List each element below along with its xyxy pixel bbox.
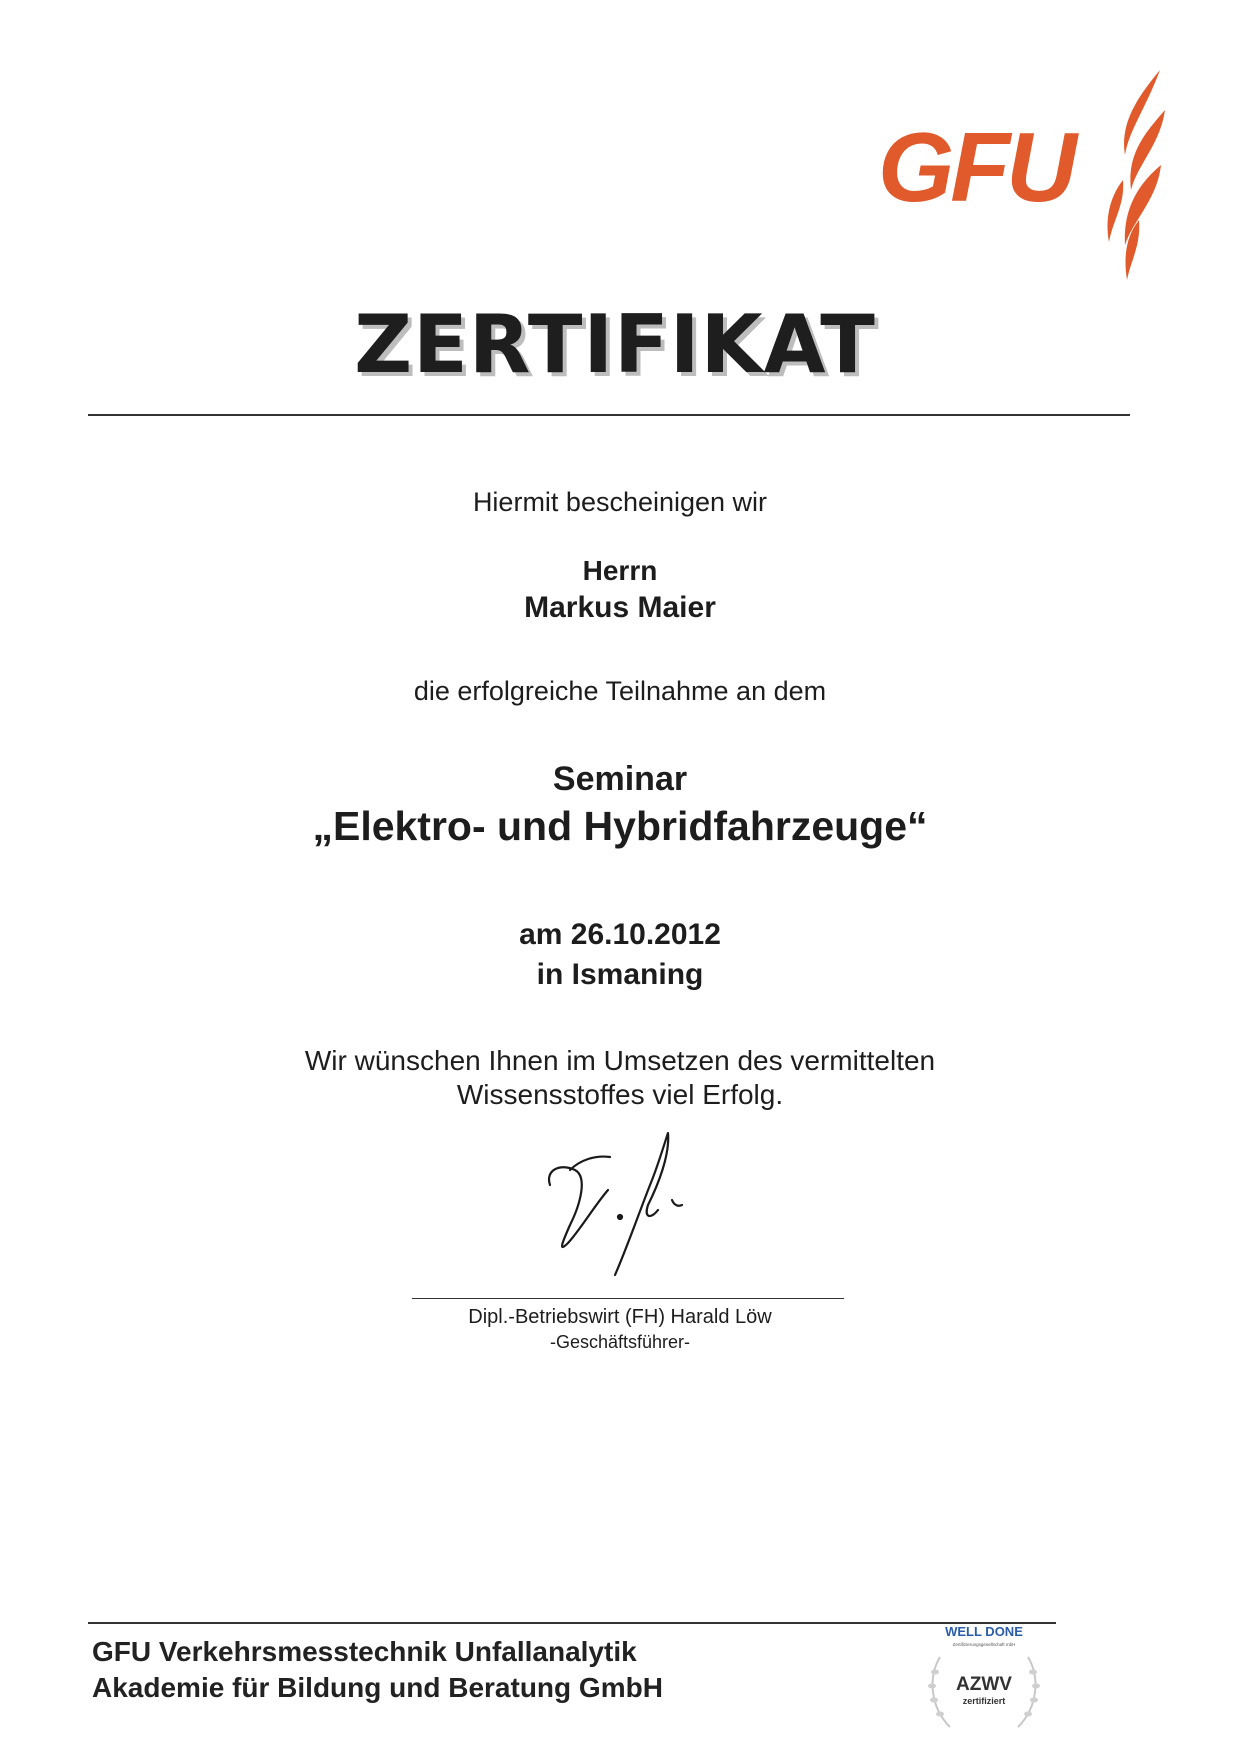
signatory-role: -Geschäftsführer- bbox=[549, 1332, 691, 1352]
seminar-title: „Elektro- und Hybridfahrzeuge“ bbox=[312, 803, 928, 849]
seal-top-text: WELL DONE bbox=[945, 1624, 1023, 1639]
seminar-place: in Ismaning bbox=[536, 958, 704, 991]
wish-line-1: Wir wünschen Ihnen im Umsetzen des vermittelten bbox=[304, 1045, 936, 1076]
wish-line-2: Wissensstoffes viel Erfolg. bbox=[456, 1079, 784, 1110]
participation-text: die erfolgreiche Teilnahme an dem bbox=[413, 676, 827, 706]
azwv-seal-icon bbox=[918, 1622, 1050, 1744]
signatory-name: Dipl.-Betriebswirt (FH) Harald Löw bbox=[468, 1306, 772, 1328]
signature-line bbox=[412, 1298, 844, 1299]
logo-text: GFU bbox=[878, 112, 1073, 222]
seminar-label: Seminar bbox=[552, 760, 688, 798]
certificate-title: ZERTIFIKAT bbox=[354, 298, 876, 391]
company-name-line-1: GFU Verkehrsmesstechnik Unfallanalytik bbox=[92, 1636, 637, 1667]
handwritten-signature bbox=[540, 1125, 740, 1305]
seminar-date: am 26.10.2012 bbox=[519, 918, 721, 951]
title-divider bbox=[88, 414, 1130, 416]
salutation: Herrn bbox=[582, 555, 658, 586]
footer-divider bbox=[88, 1622, 1056, 1624]
seal-main-text: AZWV bbox=[956, 1674, 1012, 1695]
gfu-logo bbox=[870, 70, 1170, 280]
flame-icon bbox=[1065, 70, 1175, 280]
intro-text: Hiermit bescheinigen wir bbox=[472, 487, 768, 517]
recipient-name: Markus Maier bbox=[524, 591, 716, 624]
seal-sub-text: zertifiziert bbox=[962, 1696, 1006, 1706]
seal-small-text: Zertifizierungsgesellschaft mbH bbox=[952, 1642, 1016, 1647]
company-name-line-2: Akademie für Bildung und Beratung GmbH bbox=[92, 1672, 663, 1703]
